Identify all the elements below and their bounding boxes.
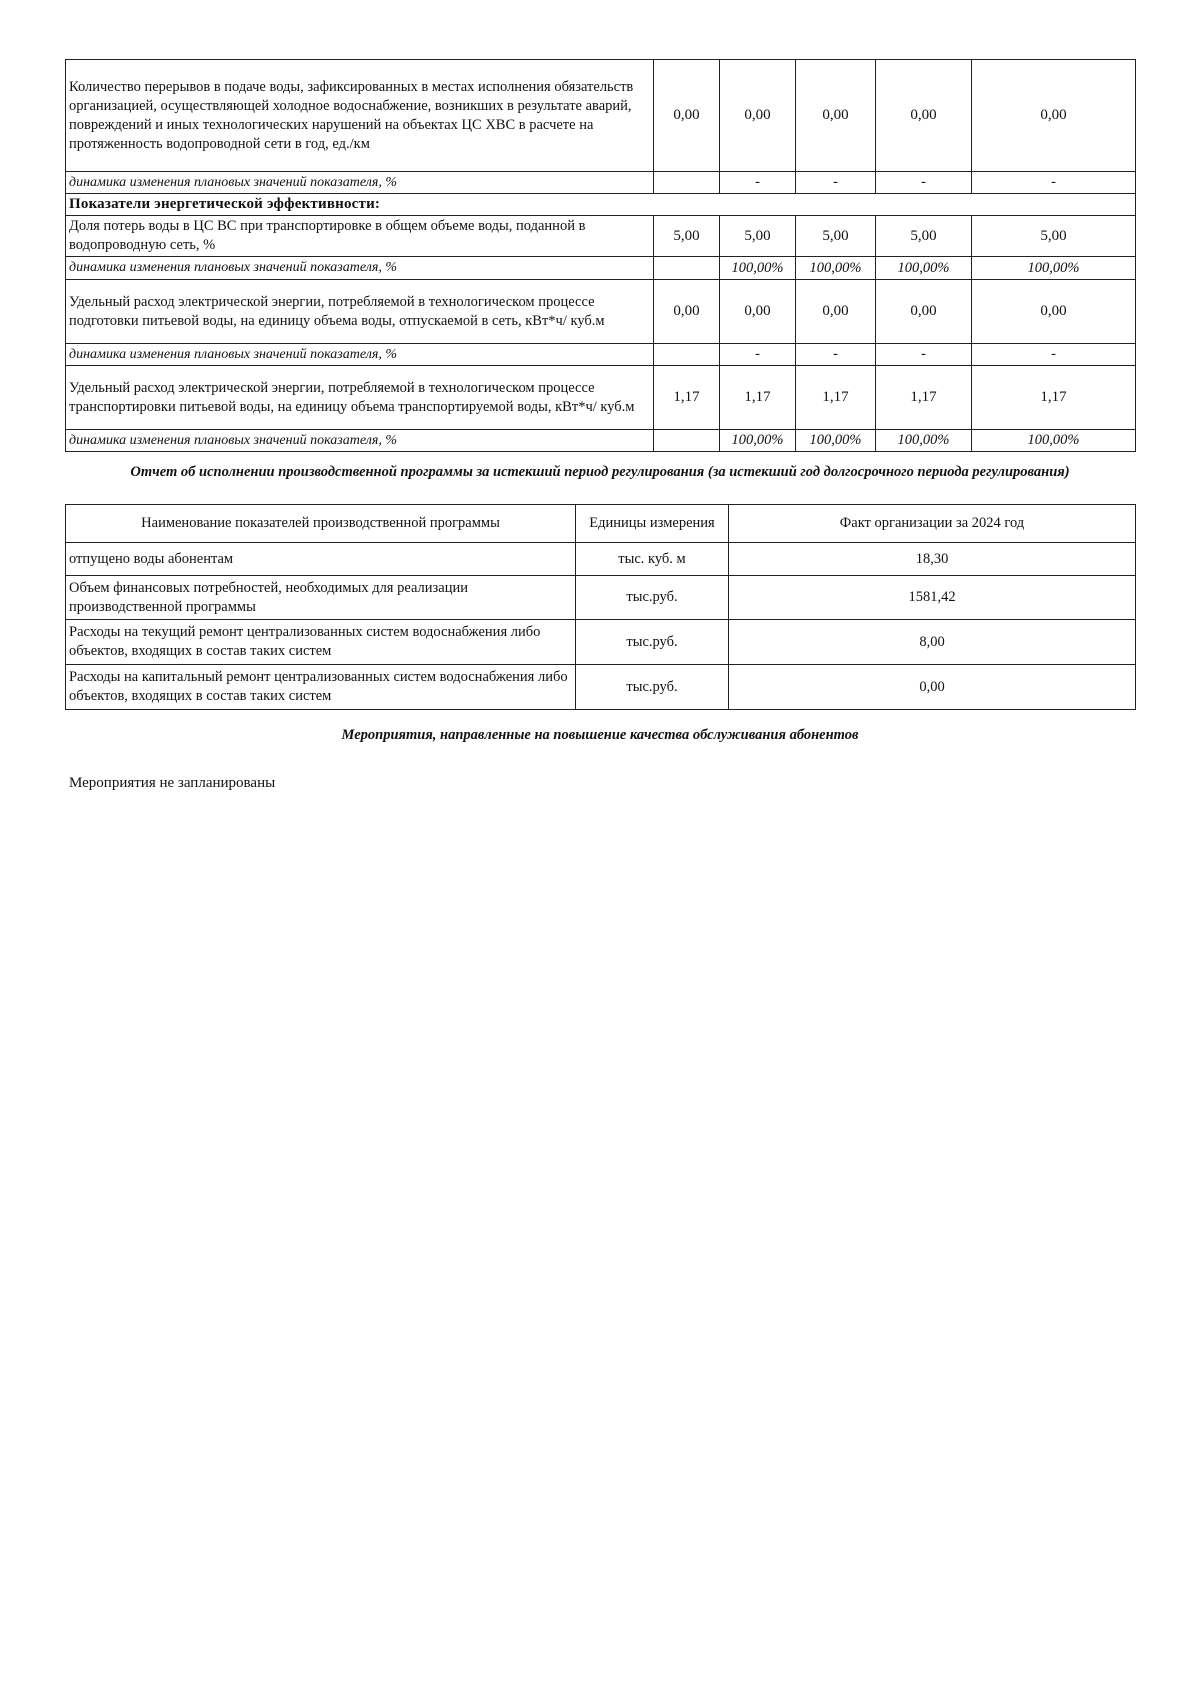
table-row	[66, 576, 1136, 620]
table-row	[66, 216, 1136, 257]
dynamics-label: динамика изменения плановых значений показателя, %	[66, 344, 654, 366]
column-header: Единицы измерения	[576, 505, 729, 543]
indicator-value: 1,17	[876, 366, 972, 430]
dynamics-value	[654, 172, 720, 194]
dynamics-value: 100,00%	[972, 430, 1136, 452]
indicator-value: 0,00	[720, 60, 796, 172]
table-row	[66, 172, 1136, 194]
dynamics-value: -	[796, 344, 876, 366]
indicator-value: 0,00	[720, 280, 796, 344]
dynamics-value: 100,00%	[876, 257, 972, 280]
indicator-value: 0,00	[796, 60, 876, 172]
dynamics-label: динамика изменения плановых значений показателя, %	[66, 430, 654, 452]
dynamics-value: 100,00%	[720, 430, 796, 452]
dynamics-value: -	[720, 344, 796, 366]
indicator-label: Удельный расход электрической энергии, потребляемой в технологическом процессе транспортировки питьевой воды, на единицу объема транспортируемой воды, кВт*ч/ куб.м	[66, 366, 654, 430]
fact-value: 1581,42	[729, 576, 1136, 620]
table-row	[66, 430, 1136, 452]
column-header: Наименование показателей производственной программы	[66, 505, 576, 543]
dynamics-value: 100,00%	[796, 257, 876, 280]
dynamics-value	[654, 257, 720, 280]
indicator-value: 1,17	[654, 366, 720, 430]
table-row	[66, 280, 1136, 344]
dynamics-value: -	[876, 172, 972, 194]
indicator-value: 5,00	[972, 216, 1136, 257]
dynamics-value: 100,00%	[972, 257, 1136, 280]
dynamics-label: динамика изменения плановых значений показателя, %	[66, 172, 654, 194]
table-row	[66, 366, 1136, 430]
table-row	[66, 344, 1136, 366]
dynamics-value	[654, 344, 720, 366]
unit-cell: тыс.руб.	[576, 620, 729, 665]
fact-value: 8,00	[729, 620, 1136, 665]
dynamics-value: -	[876, 344, 972, 366]
indicator-label: Удельный расход электрической энергии, потребляемой в технологическом процессе подготовки питьевой воды, на единицу объема воды, отпускаемой в сеть, кВт*ч/ куб.м	[66, 280, 654, 344]
dynamics-value: 100,00%	[876, 430, 972, 452]
dynamics-value: 100,00%	[720, 257, 796, 280]
indicator-value: 5,00	[796, 216, 876, 257]
indicator-value: 0,00	[654, 280, 720, 344]
dynamics-value: -	[720, 172, 796, 194]
indicator-value: 5,00	[720, 216, 796, 257]
section-heading: Показатели энергетической эффективности:	[66, 194, 1136, 216]
report-title: Отчет об исполнении производственной программы за истекший период регулирования (за истекший год долгосрочного периода регулирования)	[130, 464, 1070, 480]
dynamics-label: динамика изменения плановых значений показателя, %	[66, 257, 654, 280]
indicator-value: 0,00	[972, 60, 1136, 172]
dynamics-value: -	[972, 172, 1136, 194]
indicator-label: Количество перерывов в подаче воды, зафиксированных в местах исполнения обязательств организацией, осуществляющей холодное водоснабжение, возникших в результате аварий, повреждений и иных технологических нарушений на объектах ЦС ХВС в расчете на протяженность водопроводной сети в год, ед./км	[66, 60, 654, 172]
fact-value: 0,00	[729, 665, 1136, 710]
dynamics-value: -	[972, 344, 1136, 366]
measures-text: Мероприятия не запланированы	[69, 775, 276, 791]
section-row	[66, 194, 1136, 216]
indicator-value: 0,00	[654, 60, 720, 172]
table-header-row	[66, 505, 1136, 543]
indicator-value: 5,00	[654, 216, 720, 257]
table-row	[66, 543, 1136, 576]
indicator-value: 5,00	[876, 216, 972, 257]
table-row	[66, 60, 1136, 172]
unit-cell: тыс.руб.	[576, 576, 729, 620]
fact-value: 18,30	[729, 543, 1136, 576]
indicator-value: 1,17	[972, 366, 1136, 430]
program-indicator: Расходы на текущий ремонт централизованных систем водоснабжения либо объектов, входящих в состав таких систем	[66, 620, 576, 665]
indicator-label: Доля потерь воды в ЦС ВС при транспортировке в общем объеме воды, поданной в водопроводную сеть, %	[66, 216, 654, 257]
unit-cell: тыс.руб.	[576, 665, 729, 710]
indicator-value: 1,17	[720, 366, 796, 430]
dynamics-value: -	[796, 172, 876, 194]
program-indicator: Расходы на капитальный ремонт централизованных систем водоснабжения либо объектов, входящих в состав таких систем	[66, 665, 576, 710]
table-row	[66, 665, 1136, 710]
indicator-value: 0,00	[876, 60, 972, 172]
measures-title: Мероприятия, направленные на повышение качества обслуживания абонентов	[341, 727, 859, 743]
column-header: Факт организации за 2024 год	[729, 505, 1136, 543]
indicator-value: 0,00	[796, 280, 876, 344]
production-program-table	[65, 504, 1136, 710]
indicator-value: 0,00	[876, 280, 972, 344]
indicator-value: 0,00	[972, 280, 1136, 344]
table-row	[66, 257, 1136, 280]
table-row	[66, 620, 1136, 665]
unit-cell: тыс. куб. м	[576, 543, 729, 576]
dynamics-value: 100,00%	[796, 430, 876, 452]
program-indicator: отпущено воды абонентам	[66, 543, 576, 576]
indicators-table	[65, 59, 1136, 452]
indicator-value: 1,17	[796, 366, 876, 430]
dynamics-value	[654, 430, 720, 452]
program-indicator: Объем финансовых потребностей, необходимых для реализации производственной программы	[66, 576, 576, 620]
